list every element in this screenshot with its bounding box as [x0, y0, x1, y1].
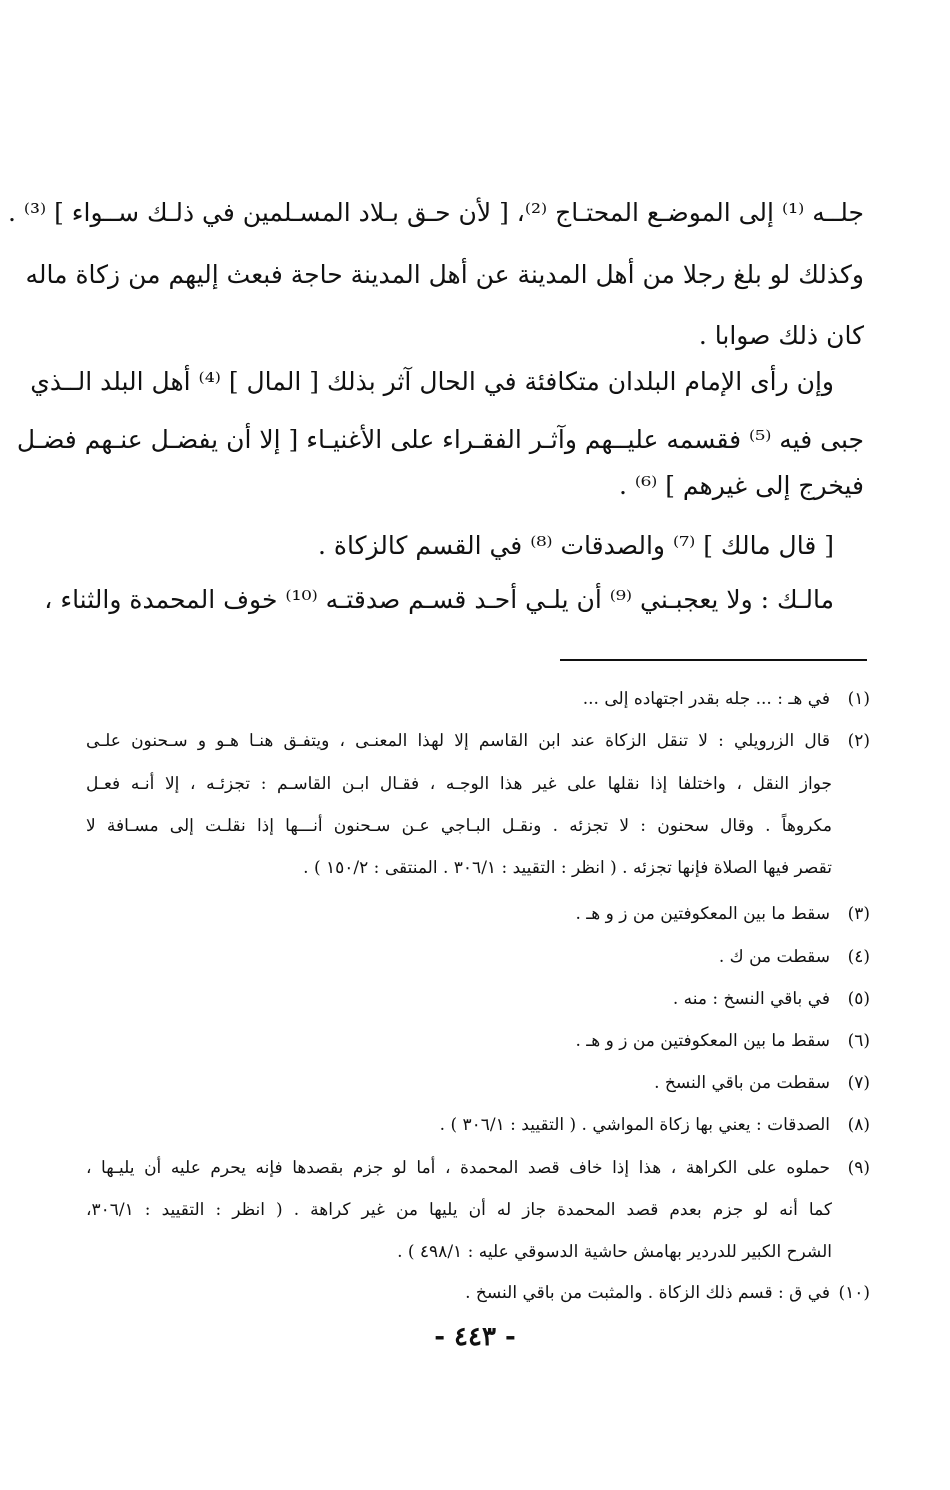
body-line-1: جلــه ⁽¹⁾ إلى الموضـع المحتـاج ⁽²⁾، [ لأن حـق بـلاد المسـلمين في ذلـك ســواء ] ⁽³⁾ .	[7, 198, 864, 227]
footnote-text: سقط ما بين المعكوفتين من ز و هـ .	[575, 1031, 830, 1051]
footnote-2-line-3: مكروهاً . وقال سحنون : لا تجزئه . ونقـل البـاجي عـن سـحنون أنـــها إذا نقلـت إلى مسـافة لا	[86, 816, 832, 836]
footnote-9-line-2: كما أنه لو جزم بعدم قصد المحمدة جاز له أن يليها من غير كراهة . ( انظر : التقييد : ٣٠٦/١،	[86, 1200, 832, 1220]
footnote-number: (٩)	[847, 1158, 870, 1178]
footnote-number: (٥)	[847, 989, 870, 1009]
footnote-3	[575, 899, 870, 929]
footnote-number: (٢)	[847, 731, 870, 751]
footnote-4	[719, 942, 870, 972]
footnote-text: في هـ : ... جله بقدر اجتهاده إلى ...	[582, 689, 830, 709]
footnote-8	[440, 1110, 870, 1140]
footnote-number: (٦)	[847, 1031, 870, 1051]
footnote-2-line-4: تقصر فيها الصلاة فإنها تجزئه . ( انظر : التقييد : ٣٠٦/١ . المنتقى : ١٥٠/٢ ) .	[303, 858, 832, 878]
footnote-text: سقط ما بين المعكوفتين من ز و هـ .	[575, 904, 830, 924]
footnote-1	[583, 684, 870, 714]
footnote-separator	[560, 659, 867, 661]
footnote-text: في ق : قسم ذلك الزكاة . والمثبت من باقي النسخ .	[465, 1283, 830, 1303]
footnote-number: (١)	[847, 689, 870, 709]
footnote-number: (١٠)	[838, 1283, 870, 1303]
footnote-text: حملوه على الكراهة ، هذا إذا خاف قصد المحمدة ، أما لو جزم بقصدها فإنه يحرم عليه أن يليـها ،	[86, 1158, 830, 1178]
footnote-6	[575, 1026, 870, 1056]
body-line-4: وإن رأى الإمام البلدان متكافئة في الحال آثر بذلك [ المال ] ⁽⁴⁾ أهل البلد الــذي	[30, 367, 834, 396]
footnote-text: الصدقات : يعني بها زكاة المواشي . ( التقييد : ٣٠٦/١ ) .	[439, 1115, 830, 1135]
footnote-text: قال الزرويلي : لا تنقل الزكاة عند ابن القاسم إلا لهذا المعنـى ، ويتفـق هنـا هـو و سـحنون علـى	[86, 731, 830, 751]
footnote-number: (٨)	[847, 1115, 870, 1135]
page-number: - ٤٤٣ -	[434, 1322, 516, 1352]
footnote-10	[465, 1278, 870, 1308]
body-line-6: فيخرج إلى غيرهم ] ⁽⁶⁾ .	[619, 471, 864, 500]
footnote-text: في باقي النسخ : منه .	[672, 989, 830, 1009]
footnote-5	[673, 984, 870, 1014]
footnote-text: سقطت من باقي النسخ .	[654, 1073, 830, 1093]
footnote-7	[654, 1068, 870, 1098]
footnote-text: سقطت من ك .	[718, 947, 830, 967]
footnote-9-line-3: الشرح الكبير للدردير بهامش حاشية الدسوقي عليه : ٤٩٨/١ ) .	[397, 1242, 832, 1262]
body-line-3: كان ذلك صوابا .	[698, 321, 864, 350]
body-line-7: [ قال مالك ] ⁽⁷⁾ والصدقات ⁽⁸⁾ في القسم كالزكاة .	[317, 531, 834, 560]
footnote-number: (٧)	[847, 1073, 870, 1093]
footnote-9	[86, 1153, 870, 1183]
footnote-2-line-2: جواز النقل ، واختلفا إذا نقلها على غير هذا الوجـه ، فقـال ابـن القاسـم : تجزئـه ، إلا أنـه فعـل	[86, 774, 832, 794]
footnote-number: (٣)	[847, 904, 870, 924]
body-line-5: جبى فيه ⁽⁵⁾ فقسمه عليــهم وآثـر الفقـراء على الأغنيـاء [ إلا أن يفضـل عنـهم فضـل	[16, 425, 864, 454]
footnote-number: (٤)	[847, 947, 870, 967]
body-line-8: مالـك : ولا يعجبـني ⁽⁹⁾ أن يلـي أحـد قسـم صدقتـه ⁽¹⁰⁾ خوف المحمدة والثناء ،	[44, 585, 834, 614]
footnote-2	[86, 726, 870, 756]
body-line-2: وكذلك لو بلغ رجلا من أهل المدينة عن أهل المدينة حاجة فبعث إليهم من زكاة ماله	[25, 260, 864, 289]
